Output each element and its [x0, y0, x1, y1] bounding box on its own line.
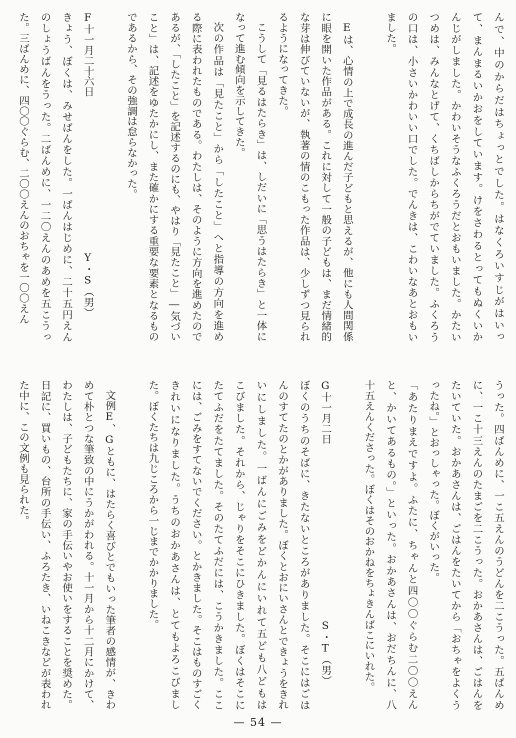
diary-line: んじがしました。かわいそうなふくろうだとおもいました。かたい [448, 12, 461, 342]
diary-line: 十五えんくださった。ぼくはそのおかねをちょきんばこにいれた。 [362, 380, 375, 692]
upper-tier-text [11, 12, 508, 342]
page-number: — 54 — [233, 716, 283, 729]
commentary-line: た中に、この文例も見られた。 [16, 380, 29, 526]
entry-heading [76, 12, 98, 97]
diary-line: には、ごみをすてないでください。とかきました。そこはものすごく [189, 380, 202, 710]
diary-line: ったね。」とおっしゃった。ぼくがいった。 [427, 380, 440, 583]
lower-tier-text [11, 380, 508, 710]
diary-line: た。ぼくたちは九じころから一じまでかかりました。 [146, 380, 159, 630]
diary-line: ぼくのうちのそばに、きたないところがありました。そこにはごは [297, 380, 310, 710]
entry-id: G [319, 380, 332, 392]
diary-line: いにしました。一ばんにごみをどかんにいれて五ども八どもは [254, 380, 267, 710]
diary-line: きょう、ぼくは、みせばんをした。一ばんはじめに、二十五円えん [60, 12, 73, 342]
commentary-line: に眼を開いた作品がある。これに対して一般の子どもは、まだ情緒的 [319, 12, 332, 342]
entry-author: S・T（男） [319, 620, 332, 686]
diary-line: の口は、小さいかわいい口でした。でんきは、こわいなあとおもい [405, 12, 418, 342]
entry-heading [314, 380, 336, 444]
diary-line: に、一こ十三えんのたまごを二こうった。おかあさんは、ごはんを [470, 380, 483, 710]
diary-line: たてふだをたてました。そのたてふだには、こうかきました。ここ [211, 380, 224, 710]
diary-line: きれいになりました。うちのおかあさんは、とてもよろこびまし [168, 380, 181, 710]
entry-date: 十一月二日 [319, 392, 332, 444]
commentary-line: な芽は伸びていないが、執著の情のこもった作品は、少しずつ見られ [297, 12, 310, 342]
diary-line: こびました。それから、じゃりをそこにひきました。ぼくはそこに [232, 380, 245, 710]
diary-line: た。三ばんめに、四〇〇ぐらむ、二〇〇えんのおちゃを一〇〇えん [16, 12, 29, 324]
commentary-line: 文例E、Gともに、はたらく喜びとでもいった筆者の感情が、きわ [103, 390, 116, 710]
commentary-line: Eは、心情の上で成長の進んだ子どもと思えるが、他にも人間関係 [340, 22, 353, 342]
commentary-line: なって進む傾向を示してきた。 [232, 12, 245, 158]
commentary-line: であるから、その強調は怠らなかった。 [124, 12, 137, 200]
commentary-line: わたしは、子どもたちに、家の手伝いやお使いをすることを奨めた。 [60, 380, 73, 710]
entry-id: F [81, 12, 94, 24]
entry-author: Y・S（男） [81, 252, 94, 318]
diary-line: うった。四ばんめに、一こ五えんのうどんを二こうった。五ばんめ [492, 380, 504, 710]
commentary-line: 日記に、買いもの、台所の手伝い、ふろたき、いねこきなどが表われ [38, 380, 51, 710]
commentary-line: 次の作品は「見たこと」から「したこと」へと指導の方向を進め [211, 22, 224, 342]
diary-line: と、かいてあるもの。」といった。おかあさんは、おだちんに、八 [384, 380, 397, 710]
diary-line: 「あたりまえですよ。ふたに、ちゃんと四〇〇ぐらむ二〇〇えん [405, 380, 418, 710]
commentary-line: こうして「見るはたらき」は、しだいに「思うはたらき」と一体に [254, 22, 267, 342]
entry-header [314, 380, 336, 710]
commentary-line: めて朴とつな筆致の中にうかがわれる。十一月から十二月にかけて、 [81, 380, 94, 710]
diary-line: たいていた。おかあさんは、ごはんをたいてから「おちゃをよくう [448, 380, 461, 710]
commentary-line: こと」は、記述をゆたかにし、また確かにする重要な要素となるもの [146, 12, 159, 342]
entry-header [76, 12, 98, 342]
commentary-line: るようになってきた。 [276, 12, 289, 116]
diary-line: んで、中のからだはちょっとでした。はなくろいすじがはいっ [492, 12, 504, 342]
diary-line: のしょうばんをうった。二ばんめに、一二〇えんのあめを五こうっ [38, 12, 51, 342]
commentary-line: る際に表われたものである。わたしは、そのように方向を進めたので [189, 12, 202, 342]
diary-line: つめは、みんなとげて、くちばしからちがでていました。ふくろう [427, 12, 440, 342]
diary-line: て、まんまるいかおをしています。けをさわるとってもぬくいか [470, 12, 483, 342]
commentary-line: あるが、「したこと」を記述するのにも、やはり「見たこと」―気づい [168, 12, 181, 342]
diary-line: んのすてたのとかがありました。ぼくとおにいさんとできょうをきれ [276, 380, 289, 710]
diary-line: ました。 [384, 12, 397, 54]
entry-date: 十一月二十六日 [81, 24, 94, 97]
